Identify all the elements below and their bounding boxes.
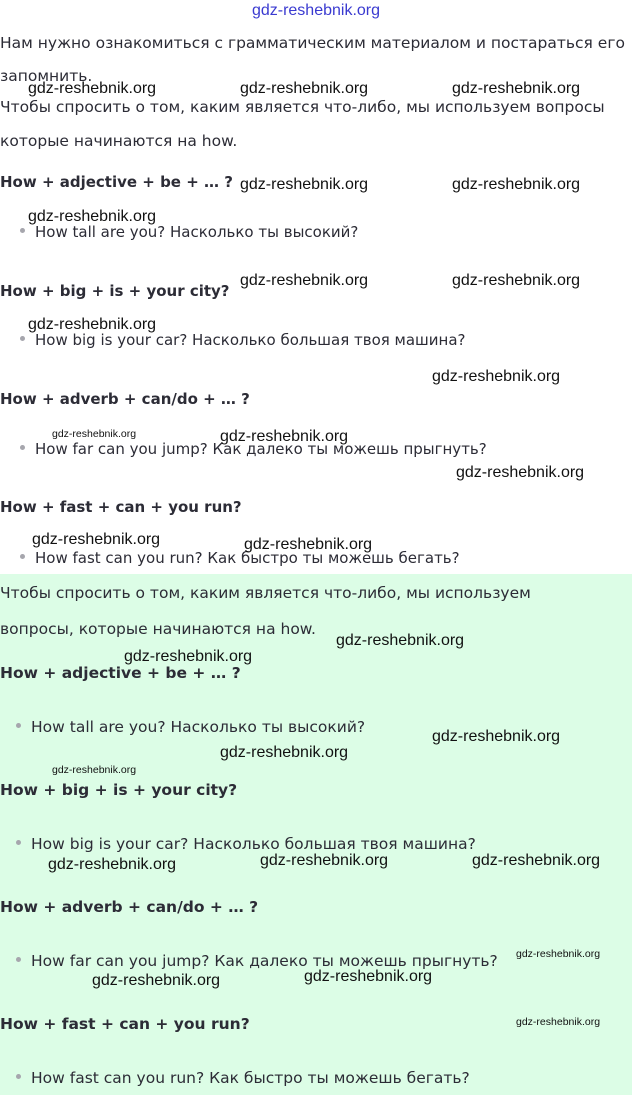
bullet-icon: [16, 840, 21, 845]
watermark: gdz-reshebnik.org: [472, 852, 601, 869]
watermark: gdz-reshebnik.org: [32, 531, 161, 548]
example-text: How far can you jump? Как далеко ты можешь прыгнуть?: [31, 952, 498, 970]
watermark: gdz-reshebnik.org: [452, 80, 581, 97]
watermark: gdz-reshebnik.org: [48, 856, 177, 873]
watermark: gdz-reshebnik.org: [240, 272, 369, 289]
rule-heading-adjective: How + adjective + be + … ?: [0, 173, 233, 191]
watermark: gdz-reshebnik.org: [244, 536, 373, 553]
ask-text-line1: Чтобы спросить о том, каким является что-либо, мы используем вопросы: [0, 98, 605, 116]
bullet-icon: [20, 554, 25, 559]
watermark: gdz-reshebnik.org: [240, 176, 369, 193]
box-rule-heading-big: How + big + is + your city?: [0, 781, 238, 799]
intro-text-line2: запомнить.: [0, 67, 93, 85]
box-ask-text-line1: Чтобы спросить о том, каким является что-либо, мы используем: [0, 584, 531, 602]
watermark: gdz-reshebnik.org: [92, 972, 221, 989]
watermark: gdz-reshebnik.org: [516, 948, 601, 960]
list-item: [16, 1069, 470, 1087]
ask-text-line2: которые начинаются на how.: [0, 132, 238, 150]
example-text: How fast can you run? Как быстро ты можешь бегать?: [35, 549, 460, 567]
watermark: gdz-reshebnik.org: [28, 80, 157, 97]
watermark: gdz-reshebnik.org: [220, 744, 349, 761]
example-text: How tall are you? Насколько ты высокий?: [35, 223, 359, 241]
watermark: gdz-reshebnik.org: [28, 316, 157, 333]
box-ask-text-line2: вопросы, которые начинаются на how.: [0, 620, 316, 638]
watermark: gdz-reshebnik.org: [52, 764, 137, 776]
watermark: gdz-reshebnik.org: [220, 428, 349, 445]
list-item: [20, 549, 460, 567]
list-item: [16, 718, 365, 736]
watermark: gdz-reshebnik.org: [452, 272, 581, 289]
watermark: gdz-reshebnik.org: [432, 728, 561, 745]
bullet-icon: [16, 1074, 21, 1079]
bullet-icon: [20, 336, 25, 341]
bullet-icon: [20, 228, 25, 233]
watermark: gdz-reshebnik.org: [240, 80, 369, 97]
watermark: gdz-reshebnik.org: [516, 1016, 601, 1028]
list-item: [16, 835, 476, 853]
watermark: gdz-reshebnik.org: [304, 968, 433, 985]
example-text: How far can you jump? Как далеко ты можешь прыгнуть?: [35, 440, 487, 458]
site-header-link[interactable]: gdz-reshebnik.org: [251, 2, 381, 19]
box-rule-heading-adjective: How + adjective + be + … ?: [0, 664, 241, 682]
bullet-icon: [20, 445, 25, 450]
example-text: How big is your car? Насколько большая твоя машина?: [35, 331, 466, 349]
example-text: How big is your car? Насколько большая твоя машина?: [31, 835, 476, 853]
watermark: gdz-reshebnik.org: [52, 428, 137, 440]
watermark: gdz-reshebnik.org: [124, 648, 253, 665]
rule-heading-fast: How + fast + can + you run?: [0, 498, 242, 516]
watermark: gdz-reshebnik.org: [28, 208, 157, 225]
box-rule-heading-fast: How + fast + can + you run?: [0, 1015, 250, 1033]
bullet-icon: [16, 723, 21, 728]
rule-heading-big: How + big + is + your city?: [0, 282, 230, 300]
box-rule-heading-adverb: How + adverb + can/do + … ?: [0, 898, 259, 916]
example-text: How fast can you run? Как быстро ты можешь бегать?: [31, 1069, 470, 1087]
watermark: gdz-reshebnik.org: [260, 852, 389, 869]
watermark: gdz-reshebnik.org: [452, 176, 581, 193]
watermark: gdz-reshebnik.org: [432, 368, 561, 385]
rule-heading-adverb: How + adverb + can/do + … ?: [0, 390, 250, 408]
watermark: gdz-reshebnik.org: [336, 632, 465, 649]
bullet-icon: [16, 957, 21, 962]
example-text: How tall are you? Насколько ты высокий?: [31, 718, 366, 736]
watermark: gdz-reshebnik.org: [456, 464, 585, 481]
intro-text-line1: Нам нужно ознакомиться с грамматическим материалом и постараться его: [0, 34, 625, 52]
